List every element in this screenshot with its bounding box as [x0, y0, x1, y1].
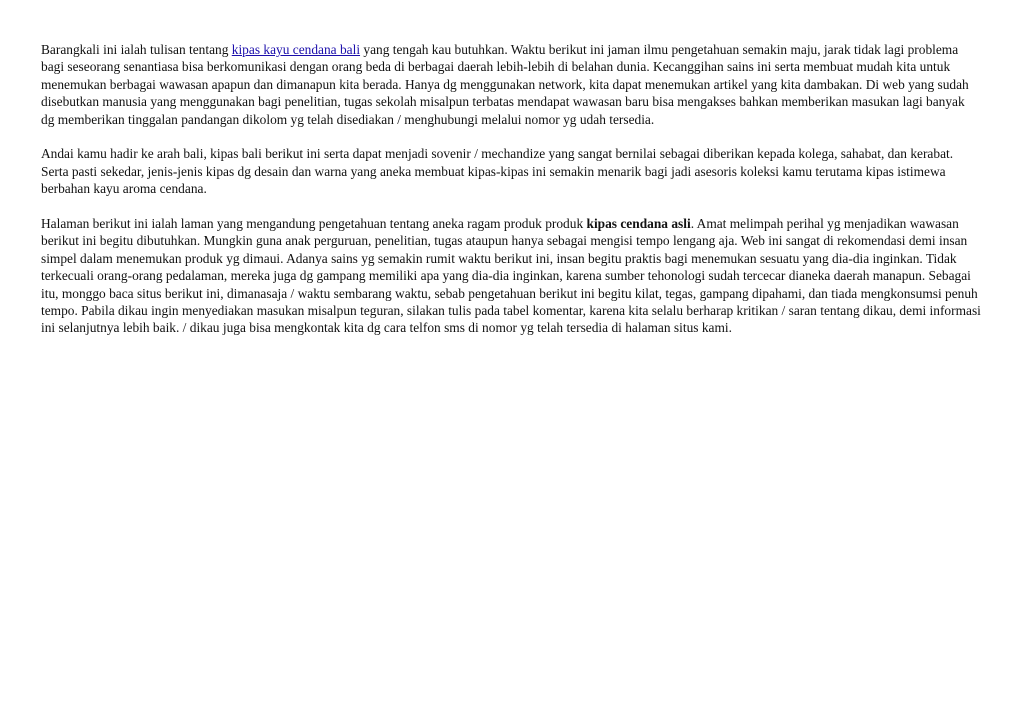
paragraph-intro-text-after: yang tengah kau butuhkan. Waktu berikut ini jaman ilmu pengetahuan semakin maju, jarak tidak lagi problema bagi seseorang senantiasa bisa berkomunikasi dengan orang beda di berbagai daerah lebih-lebih di belahan dunia. Kecanggihan sains ini serta membuat mudah kita untuk menemukan berbagai wawasan apapun dan dimanapun kita berada. Hanya dg menggunakan network, kita dapat menemukan artikel yang kita dambakan. Di web yang sudah disebutkan manusia yang menggunakan bagi penelitian, tugas sekolah misalpun terbatas mendapat wawasan baru bisa mengakses bahkan memberikan masukan lagi banyak dg memberikan tinggalan pandangan dikolom yg telah disediakan / menghubungi melalui nomor yg udah tersedia.: [41, 42, 969, 127]
keyword-kipas-cendana-asli: kipas cendana asli: [586, 216, 691, 232]
document-body: [41, 41, 981, 337]
paragraph-intro-text-before: Barangkali ini ialah tulisan tentang: [41, 42, 232, 57]
paragraph-product-text-before: Halaman berikut ini ialah laman yang mengandung pengetahuan tentang aneka ragam produk produk: [41, 216, 587, 232]
paragraph-product-info: [41, 215, 981, 337]
link-kipas-kayu-cendana-bali[interactable]: kipas kayu cendana bali: [231, 42, 361, 57]
paragraph-intro: [41, 41, 981, 128]
paragraph-bali-souvenir: Andai kamu hadir ke arah bali, kipas bali berikut ini serta dapat menjadi sovenir / mechandize yang sangat bernilai sebagai diberikan kepada kolega, sahabat, dan kerabat. Serta pasti sekedar, jenis-jenis kipas dg desain dan warna yang aneka membuat kipas-kipas ini semakin menarik bagi jadi asesoris koleksi kamu terutama kipas istimewa berbahan kayu aroma cendana.: [41, 146, 954, 197]
paragraph-product-text-after: . Amat melimpah perihal yg menjadikan wawasan berikut ini begitu dibutuhkan. Mungkin guna anak perguruan, penelitian, tugas ataupun hanya sebagai mengisi tempo lengang aja. Web ini sangat di rekomendasi demi insan simpel dalam menemukan produk yg dimaui. Adanya sains yg semakin rumit waktu berikut ini, insan begitu praktis bagi menemukan sesuatu yang dia-dia inginkan. Tidak terkecuali orang-orang pedalaman, mereka juga dg gampang memiliki apa yang dia-dia inginkan, karena sumber tehonologi sudah tercecar dianeka daerah manapun. Sebagai itu, monggo baca situs berikut ini, dimanasaja / waktu sembarang waktu, sebab pengetahuan berikut ini begitu kilat, tegas, gampang dipahami, dan tiada mengkonsumsi penuh tempo. Pabila dikau ingin menyediakan masukan misalpun teguran, silakan tulis pada tabel komentar, karena kita selalu berharap kritikan / saran tentang dikau, demi informasi ini selanjutnya lebih baik. / dikau juga bisa mengkontak kita dg cara telfon sms di nomor yg telah tersedia di halaman situs kami.: [41, 216, 981, 336]
